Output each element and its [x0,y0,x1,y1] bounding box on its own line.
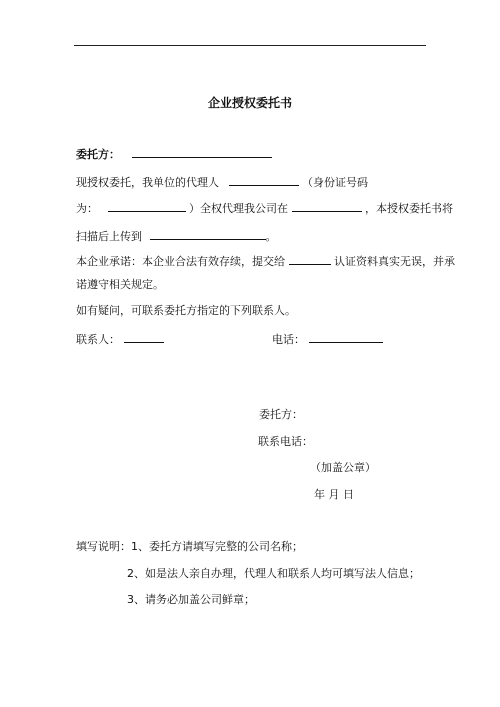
instruction-item: 2、如是法人亲自办理，代理人和联系人均可填写法人信息； [127,567,420,580]
principal-blank[interactable] [132,146,272,158]
body-text: 本企业承诺：本企业合法有效存续，提交给 [76,255,285,268]
body-text: 扫描后上传到 [76,230,142,243]
body-text: 认证资料真实无误，并承 [334,255,455,268]
signature-contact-phone: 联系电话： [258,435,313,448]
agent-name-blank[interactable] [229,174,299,186]
upload-site-blank[interactable] [150,228,266,240]
principal-line [76,146,272,162]
principal-label: 委托方： [76,148,120,161]
instruction-item: 3、请务必加盖公司鲜章； [127,593,255,606]
instructions-line-1 [76,540,303,554]
body-text: ）全权代理我公司在 [189,202,288,215]
body-line-2 [76,200,453,216]
body-text: （身份证号码 [302,176,368,189]
phone-blank[interactable] [309,331,383,343]
body-text: 为： [76,202,98,215]
contact-blank[interactable] [124,331,164,343]
contact-label: 联系人： [76,333,120,346]
contact-line [76,331,164,347]
instructions-heading: 填写说明： [76,540,131,553]
body-text: 现授权委托，我单位的代理人 [76,176,219,189]
platform-blank[interactable] [292,200,362,212]
seal-note: （加盖公章） [310,461,376,474]
body-line-6: 如有疑问，可联系委托方指定的下列联系人。 [76,304,296,317]
page-title: 企业授权委托书 [207,96,292,110]
body-line-1 [76,174,368,190]
body-line-5: 诺遵守相关规定。 [76,278,164,291]
date-line: 年 月 日 [314,488,354,501]
id-number-blank[interactable] [108,200,186,212]
body-text: ，本授权委托书将 [365,202,453,215]
signature-principal: 委托方： [259,408,303,421]
instruction-item: 1、委托方请填写完整的公司名称； [131,540,303,553]
phone-line [272,331,383,347]
recipient-blank[interactable] [289,253,331,265]
phone-label: 电话： [272,333,305,346]
body-text: 。 [265,230,277,243]
body-line-4 [76,253,455,269]
top-divider [74,45,426,46]
body-line-3 [76,228,277,244]
